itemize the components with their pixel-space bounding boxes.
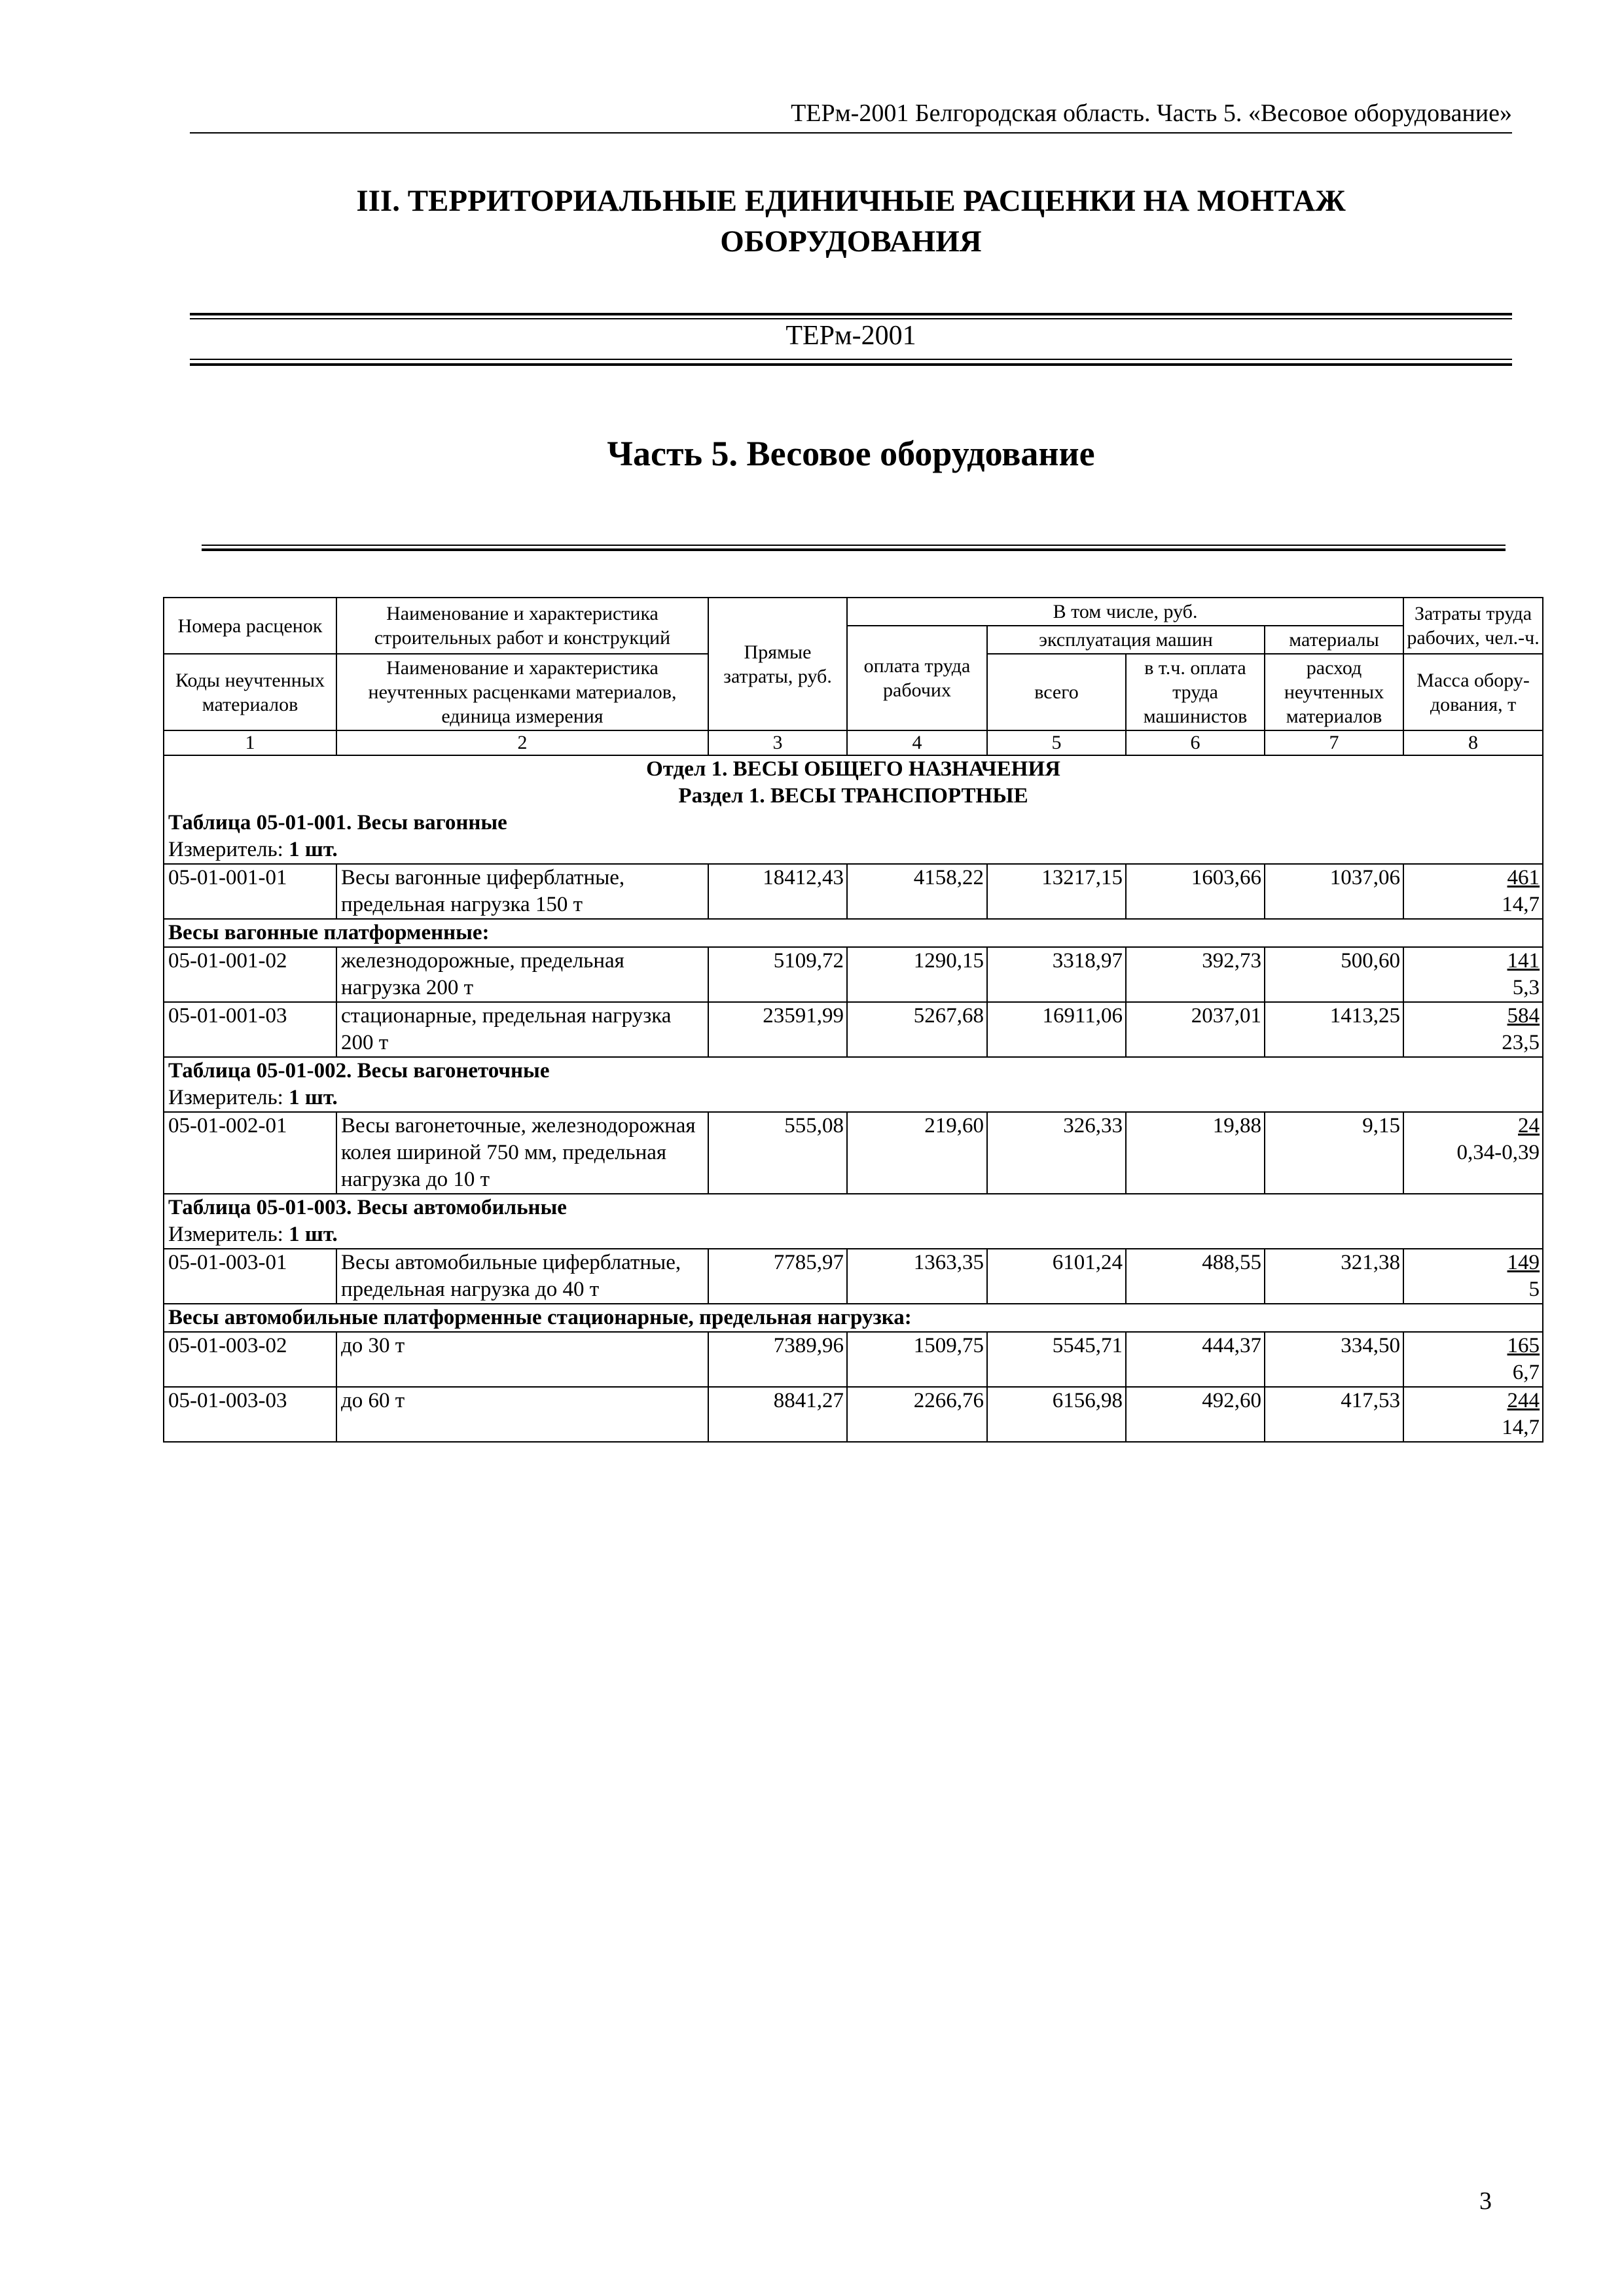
rate-name: Весы вагонные циферблатные, предельная нагрузка 150 т <box>336 864 708 919</box>
labor-hours: 584 <box>1507 1004 1540 1028</box>
rate-name: до 30 т <box>336 1332 708 1387</box>
measure-unit <box>164 1085 1543 1112</box>
table-row <box>164 1249 1543 1304</box>
header-rule <box>190 132 1512 134</box>
labor-hours: 141 <box>1507 949 1540 973</box>
direct-cost: 7785,97 <box>708 1249 847 1304</box>
rate-code: 05-01-001-01 <box>164 864 336 919</box>
hours-mass <box>1403 947 1543 1002</box>
col-number: 1 <box>164 730 336 755</box>
machines-total: 5545,71 <box>987 1332 1126 1387</box>
materials-cost: 417,53 <box>1265 1387 1403 1442</box>
section-title-line-1: III. ТЕРРИТОРИАЛЬНЫЕ ЕДИНИЧНЫЕ РАСЦЕНКИ НА МОНТАЖ <box>356 184 1346 218</box>
header-work-name: Наименование и характеристика строительных работ и конструкций <box>336 598 708 654</box>
materials-cost: 1413,25 <box>1265 1002 1403 1057</box>
worker-pay: 2266,76 <box>847 1387 987 1442</box>
measure-prefix: Измеритель: <box>168 1086 283 1109</box>
machines-total: 13217,15 <box>987 864 1126 919</box>
rates-table <box>163 597 1543 1443</box>
machines-total: 16911,06 <box>987 1002 1126 1057</box>
code-rule-upper <box>190 359 1512 360</box>
code-label: ТЕРм-2001 <box>785 321 916 351</box>
table-row <box>164 1332 1543 1387</box>
rate-code: 05-01-003-01 <box>164 1249 336 1304</box>
direct-cost: 8841,27 <box>708 1387 847 1442</box>
labor-hours: 165 <box>1507 1334 1540 1357</box>
equipment-mass: 6,7 <box>1512 1361 1540 1384</box>
group-title: Весы автомобильные платформенные стационарные, предельная нагрузка: <box>164 1304 1543 1332</box>
operator-pay: 19,88 <box>1126 1112 1265 1194</box>
measure-prefix: Измеритель: <box>168 1223 283 1246</box>
header-including: В том числе, руб. <box>847 598 1403 626</box>
measure-value: 1 шт. <box>289 838 338 861</box>
header-worker-pay: оплата труда рабочих <box>847 626 987 730</box>
col-number: 7 <box>1265 730 1403 755</box>
rate-code: 05-01-003-02 <box>164 1332 336 1387</box>
materials-cost: 334,50 <box>1265 1332 1403 1387</box>
hours-mass <box>1403 1249 1543 1304</box>
operator-pay: 444,37 <box>1126 1332 1265 1387</box>
table-row <box>164 947 1543 1002</box>
header-material-name: Наименование и характеристика неучтенных расценками материалов, единица измерения <box>336 654 708 730</box>
part-title: Часть 5. Весовое оборудование <box>607 434 1095 473</box>
header-operator-pay: в т.ч. оплата труда машинистов <box>1126 654 1265 730</box>
col-number: 8 <box>1403 730 1543 755</box>
header-material-consumption: расход неучтенных материалов <box>1265 654 1403 730</box>
rate-name: Весы автомобильные циферблатные, предельная нагрузка до 40 т <box>336 1249 708 1304</box>
rate-name: Весы вагонеточные, железнодорожная колея шириной 750 мм, предельная нагрузка до 10 т <box>336 1112 708 1194</box>
table-row <box>164 1002 1543 1057</box>
header-machines: эксплуатация машин <box>987 626 1265 654</box>
header-materials: материалы <box>1265 626 1403 654</box>
operator-pay: 492,60 <box>1126 1387 1265 1442</box>
worker-pay: 4158,22 <box>847 864 987 919</box>
department-title: Отдел 1. ВЕСЫ ОБЩЕГО НАЗНАЧЕНИЯ <box>164 755 1543 783</box>
operator-pay: 2037,01 <box>1126 1002 1265 1057</box>
rate-name: железнодорожные, предельная нагрузка 200 т <box>336 947 708 1002</box>
col-number: 4 <box>847 730 987 755</box>
header-rate-numbers: Номера расценок <box>164 598 336 654</box>
table-row <box>164 1387 1543 1442</box>
equipment-mass: 0,34-0,39 <box>1456 1141 1540 1164</box>
worker-pay: 219,60 <box>847 1112 987 1194</box>
machines-total: 6156,98 <box>987 1387 1126 1442</box>
equipment-mass: 5 <box>1528 1278 1540 1301</box>
hours-mass <box>1403 864 1543 919</box>
equipment-mass: 23,5 <box>1502 1031 1540 1054</box>
materials-cost: 500,60 <box>1265 947 1403 1002</box>
header-machines-total: всего <box>987 654 1126 730</box>
labor-hours: 24 <box>1518 1114 1540 1138</box>
measure-unit <box>164 836 1543 864</box>
rate-name: стационарные, предельная нагрузка 200 т <box>336 1002 708 1057</box>
equipment-mass: 5,3 <box>1512 976 1540 999</box>
section-title <box>190 181 1512 262</box>
col-number: 6 <box>1126 730 1265 755</box>
worker-pay: 1290,15 <box>847 947 987 1002</box>
direct-cost: 7389,96 <box>708 1332 847 1387</box>
operator-pay: 392,73 <box>1126 947 1265 1002</box>
col-number: 5 <box>987 730 1126 755</box>
rate-code: 05-01-001-03 <box>164 1002 336 1057</box>
code-rule-lower <box>190 363 1512 366</box>
hours-mass <box>1403 1387 1543 1442</box>
table-row <box>164 864 1543 919</box>
direct-cost: 18412,43 <box>708 864 847 919</box>
operator-pay: 488,55 <box>1126 1249 1265 1304</box>
direct-cost: 5109,72 <box>708 947 847 1002</box>
col-number: 2 <box>336 730 708 755</box>
header-equipment-mass: Масса обору-дования, т <box>1403 654 1543 730</box>
labor-hours: 244 <box>1507 1389 1540 1412</box>
equipment-mass: 14,7 <box>1502 1416 1540 1439</box>
hours-mass <box>1403 1002 1543 1057</box>
part-rule-upper <box>202 545 1506 546</box>
direct-cost: 23591,99 <box>708 1002 847 1057</box>
rate-code: 05-01-003-03 <box>164 1387 336 1442</box>
table-title: Таблица 05-01-001. Весы вагонные <box>164 810 1543 836</box>
table-title: Таблица 05-01-002. Весы вагонеточные <box>164 1057 1543 1085</box>
measure-unit <box>164 1221 1543 1249</box>
materials-cost: 1037,06 <box>1265 864 1403 919</box>
operator-pay: 1603,66 <box>1126 864 1265 919</box>
header-direct-costs: Прямые затраты, руб. <box>708 598 847 730</box>
worker-pay: 1509,75 <box>847 1332 987 1387</box>
measure-value: 1 шт. <box>289 1223 338 1246</box>
header-labor-hours: Затраты труда рабочих, чел.-ч. <box>1403 598 1543 654</box>
rate-name: до 60 т <box>336 1387 708 1442</box>
hours-mass <box>1403 1112 1543 1194</box>
materials-cost: 9,15 <box>1265 1112 1403 1194</box>
col-number: 3 <box>708 730 847 755</box>
labor-hours: 461 <box>1507 866 1540 889</box>
worker-pay: 1363,35 <box>847 1249 987 1304</box>
machines-total: 6101,24 <box>987 1249 1126 1304</box>
measure-value: 1 шт. <box>289 1086 338 1109</box>
machines-total: 326,33 <box>987 1112 1126 1194</box>
equipment-mass: 14,7 <box>1502 893 1540 916</box>
materials-cost: 321,38 <box>1265 1249 1403 1304</box>
section-title-line-2: ОБОРУДОВАНИЯ <box>720 224 982 259</box>
labor-hours: 149 <box>1507 1251 1540 1274</box>
table-row <box>164 1112 1543 1194</box>
top-double-rule-upper <box>190 313 1512 315</box>
group-title: Весы вагонные платформенные: <box>164 919 1543 947</box>
direct-cost: 555,08 <box>708 1112 847 1194</box>
running-header: ТЕРм-2001 Белгородская область. Часть 5. «Весовое оборудование» <box>791 99 1512 127</box>
hours-mass <box>1403 1332 1543 1387</box>
rate-code: 05-01-001-02 <box>164 947 336 1002</box>
table-title: Таблица 05-01-003. Весы автомобильные <box>164 1194 1543 1221</box>
header-material-codes: Коды неучтенных материалов <box>164 654 336 730</box>
section-heading: Раздел 1. ВЕСЫ ТРАНСПОРТНЫЕ <box>164 783 1543 810</box>
rate-code: 05-01-002-01 <box>164 1112 336 1194</box>
part-rule-lower <box>202 548 1506 551</box>
measure-prefix: Измеритель: <box>168 838 283 861</box>
page-number: 3 <box>1479 2187 1492 2215</box>
worker-pay: 5267,68 <box>847 1002 987 1057</box>
machines-total: 3318,97 <box>987 947 1126 1002</box>
